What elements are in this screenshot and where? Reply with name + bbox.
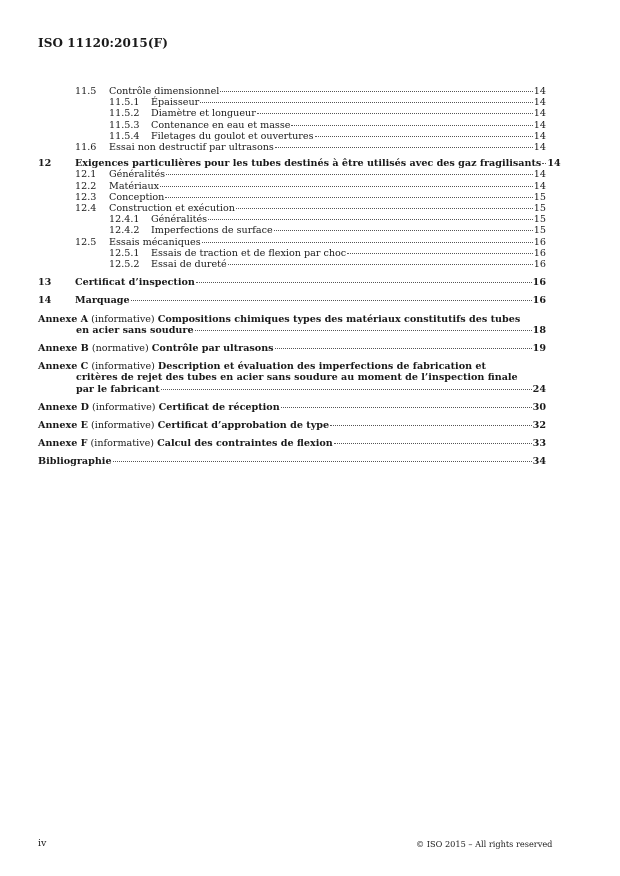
toc-entry-12-5-2[interactable]: 12.5.2 Essai de dureté 16 bbox=[109, 259, 546, 271]
page-number: 15 bbox=[533, 214, 546, 226]
toc-entry-bibliography[interactable]: Bibliographie 34 bbox=[38, 456, 546, 468]
toc-entry-12-4[interactable]: 12.4 Construction et exécution 15 bbox=[75, 203, 546, 215]
leader-dots bbox=[208, 219, 533, 220]
page-number: 34 bbox=[532, 456, 546, 468]
page-number: 16 bbox=[532, 295, 546, 307]
page-number: 30 bbox=[532, 401, 546, 413]
page-number: 14 bbox=[533, 119, 546, 131]
leader-dots bbox=[228, 264, 533, 265]
toc-entry-11-5-4[interactable]: 11.5.4 Filetages du goulot et ouvertures 14 bbox=[109, 130, 546, 142]
leader-dots bbox=[281, 407, 532, 408]
toc-entry-12-4-2[interactable]: 12.4.2 Imperfections de surface 15 bbox=[109, 225, 546, 237]
page-number: 14 bbox=[547, 158, 561, 170]
leader-dots bbox=[275, 147, 533, 148]
toc-entry-annex-f[interactable]: Annexe F (informative) Calcul des contraintes de flexion 33 bbox=[38, 438, 546, 450]
leader-dots bbox=[195, 330, 532, 331]
leader-dots bbox=[347, 253, 533, 254]
page-number: 14 bbox=[533, 169, 546, 181]
leader-dots bbox=[161, 389, 532, 390]
page-number: 14 bbox=[533, 180, 546, 192]
leader-dots bbox=[542, 163, 546, 164]
footer-copyright: © ISO 2015 – All rights reserved bbox=[416, 839, 553, 849]
toc-entry-12[interactable]: 12 Exigences particulières pour les tubes destinés à être utilisés avec des gaz fragilisants 14 bbox=[38, 158, 561, 170]
leader-dots bbox=[330, 425, 532, 426]
toc-entry-14[interactable]: 14 Marquage 16 bbox=[38, 295, 546, 307]
leader-dots bbox=[291, 125, 532, 126]
leader-dots bbox=[196, 282, 532, 283]
page-number: 16 bbox=[533, 236, 546, 248]
toc-entry-11-5-1[interactable]: 11.5.1 Épaisseur 14 bbox=[109, 97, 546, 109]
leader-dots bbox=[236, 208, 533, 209]
document-id: ISO 11120:2015(F) bbox=[38, 36, 169, 50]
toc-entry-13[interactable]: 13 Certificat d’inspection 16 bbox=[38, 277, 546, 289]
leader-dots bbox=[202, 242, 533, 243]
page-number: 24 bbox=[532, 383, 546, 395]
toc-entry-12-2[interactable]: 12.2 Matériaux 14 bbox=[75, 180, 546, 192]
leader-dots bbox=[166, 174, 533, 175]
page-number: 15 bbox=[533, 225, 546, 237]
leader-dots bbox=[334, 443, 532, 444]
toc-entry-annex-b[interactable]: Annexe B (normative) Contrôle par ultrasons 19 bbox=[38, 343, 546, 355]
page-number: 33 bbox=[532, 438, 546, 450]
leader-dots bbox=[315, 136, 533, 137]
toc-entry-12-5[interactable]: 12.5 Essais mécaniques 16 bbox=[75, 236, 546, 248]
toc-entry-11-5-2[interactable]: 11.5.2 Diamètre et longueur 14 bbox=[109, 108, 546, 120]
toc-entry-annex-a[interactable]: Annexe A (informative) Compositions chimiques types des matériaux constitutifs des tubes en acier sans soudure 18 bbox=[38, 313, 546, 336]
toc-entry-11-6[interactable]: 11.6 Essai non destructif par ultrasons 14 bbox=[75, 142, 546, 154]
page-number: 32 bbox=[532, 420, 546, 432]
leader-dots bbox=[220, 91, 532, 92]
leader-dots bbox=[200, 102, 533, 103]
page-number: 16 bbox=[532, 277, 546, 289]
leader-dots bbox=[275, 348, 532, 349]
leader-dots bbox=[274, 230, 533, 231]
leader-dots bbox=[165, 197, 532, 198]
page-number: 15 bbox=[533, 203, 546, 215]
leader-dots bbox=[257, 113, 533, 114]
leader-dots bbox=[131, 300, 532, 301]
footer-page-number: iv bbox=[38, 838, 47, 849]
toc-entry-annex-c[interactable]: Annexe C (informative) Description et évaluation des imperfections de fabrication et critères de rejet des tubes en acier sans soudure au moment de l’inspection finale par le fabricant 24 bbox=[38, 361, 546, 395]
toc-entry-11-5-3[interactable]: 11.5.3 Contenance en eau et masse 14 bbox=[109, 119, 546, 131]
toc-entry-11-5[interactable]: 11.5 Contrôle dimensionnel 14 bbox=[75, 86, 546, 97]
leader-dots bbox=[113, 461, 532, 462]
toc-entry-12-1[interactable]: 12.1 Généralités 14 bbox=[75, 169, 546, 181]
toc-entry-annex-e[interactable]: Annexe E (informative) Certificat d’approbation de type 32 bbox=[38, 420, 546, 432]
page-number: 14 bbox=[533, 97, 546, 109]
toc-entry-12-3[interactable]: 12.3 Conception 15 bbox=[75, 191, 546, 203]
toc-entry-12-4-1[interactable]: 12.4.1 Généralités 15 bbox=[109, 214, 546, 226]
page-number: 15 bbox=[533, 191, 546, 203]
page-number: 16 bbox=[533, 259, 546, 271]
page-number: 19 bbox=[532, 343, 546, 355]
toc-entry-12-5-1[interactable]: 12.5.1 Essais de traction et de flexion par choc 16 bbox=[109, 247, 546, 259]
page-number: 16 bbox=[533, 247, 546, 259]
page-number: 14 bbox=[533, 86, 546, 97]
table-of-contents bbox=[38, 86, 561, 468]
page-number: 14 bbox=[533, 130, 546, 142]
leader-dots bbox=[160, 186, 533, 187]
page-number: 14 bbox=[533, 108, 546, 120]
toc-entry-annex-d[interactable]: Annexe D (informative) Certificat de réception 30 bbox=[38, 401, 546, 413]
page-number: 18 bbox=[532, 324, 546, 336]
page-number: 14 bbox=[533, 142, 546, 154]
